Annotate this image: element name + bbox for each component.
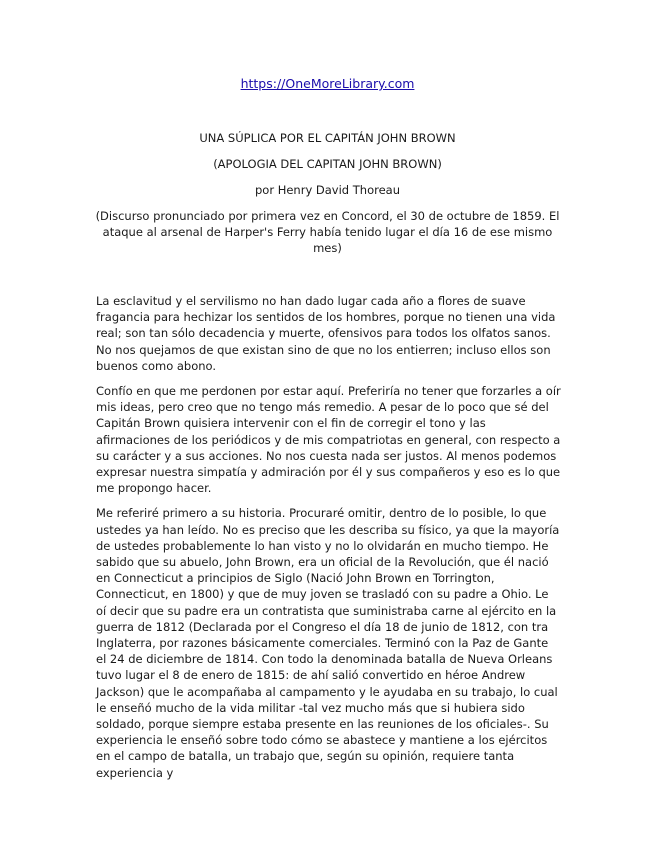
paragraph: Me referiré primero a su historia. Procuraré omitir, dentro de lo posible, lo que ustedes ya han leído. No es preciso que les describa su físico, ya que la mayoría de ustedes probablemente lo han visto y no lo olvidarán en mucho tiempo. He sabido que su abuelo, John Brown, era un oficial de la Revolución, que él nació en Connecticut a principios de Siglo (Nació John Brown en Torrington, Connecticut, en 1800) y que de muy joven se trasladó con su padre a Ohio. Le oí decir que su padre era un contratista que suministraba carne al ejército en la guerra de 1812 (Declarada por el Congreso el día 18 de junio de 1812, con tra Inglaterra, por razones básicamente comerciales. Terminó con la Paz de Gante el 24 de diciembre de 1814. Con todo la denominada batalla de Nueva Orleans tuvo lugar el 8 de enero de 1815: de ahí salió convertido en héroe Andrew Jackson) que le acompañaba al campamento y le ayudaba en su trabajo, lo cual le enseñó mucho de la vida militar -tal vez mucho más que si hubiera sido soldado, porque siempre estaba presente en las reuniones de los oficiales-. Su experiencia le enseñó sobre todo cómo se abastece y mantiene a los ejércitos en el campo de batalla, un trabajo que, según su opinión, requiere tanta experiencia y: [96, 506, 560, 780]
document-note: (Discurso pronunciado por primera vez en Concord, el 30 de octubre de 1859. El ataque al arsenal de Harper's Ferry había tenido lugar el día 16 de ese mismo mes): [95, 209, 560, 255]
document-body: [96, 293, 561, 790]
document-subtitle: (APOLOGIA DEL CAPITAN JOHN BROWN): [213, 157, 442, 171]
library-link[interactable]: https://OneMoreLibrary.com: [240, 76, 415, 91]
paragraph: Confío en que me perdonen por estar aquí. Preferiría no tener que forzarles a oír mis ideas, pero creo que no tengo más remedio. A pesar de lo poco que sé del Capitán Brown quisiera intervenir con el fin de corregir el tono y las afirmaciones de los periódicos y de mis compatriotas en general, con respecto a su carácter y a sus acciones. No nos cuesta nada ser justos. Al menos podemos expresar nuestra simpatía y admiración por él y sus compañeros y eso es lo que me propongo hacer.: [96, 384, 561, 496]
paragraph: La esclavitud y el servilismo no han dado lugar cada año a flores de suave fragancia para hechizar los sentidos de los hombres, porque no tienen una vida real; son tan sólo decadencia y muerte, ofensivos para todos los olfatos sanos. No nos quejamos de que existan sino de que no los entierren; incluso ellos son buenos como abono.: [96, 294, 556, 373]
document-title: UNA SÚPLICA POR EL CAPITÁN JOHN BROWN: [199, 131, 456, 145]
document-author: por Henry David Thoreau: [254, 183, 400, 197]
